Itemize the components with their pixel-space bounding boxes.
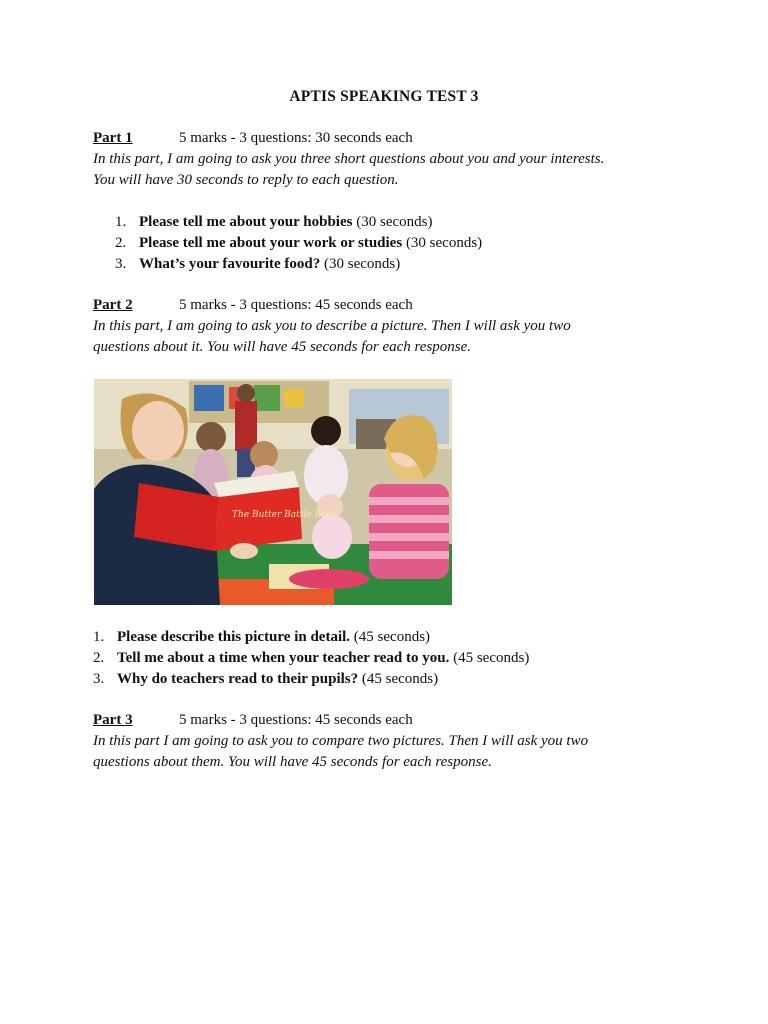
list-item	[115, 233, 482, 254]
part1-intro-line1: In this part, I am going to ask you three short questions about you and your interests.	[93, 151, 605, 167]
part3-intro-line2: questions about them. You will have 45 seconds for each response.	[93, 754, 492, 770]
classroom-reading-photo	[94, 379, 452, 605]
list-item	[115, 212, 482, 233]
question-time: (45 seconds)	[353, 629, 431, 645]
question-time: (30 seconds)	[405, 235, 483, 251]
part1-header	[93, 130, 413, 147]
list-item	[93, 648, 529, 669]
question-number: 3.	[93, 671, 105, 687]
part2-label: Part 2	[93, 297, 133, 313]
list-item	[93, 669, 529, 690]
list-item	[93, 627, 529, 648]
question-time: (45 seconds)	[453, 650, 530, 666]
part2-intro	[93, 316, 693, 358]
part3-intro	[93, 731, 693, 773]
part2-intro-line2: questions about it. You will have 45 seconds for each response.	[93, 339, 472, 355]
part2-intro-line1: In this part, I am going to ask you to describe a picture. Then I will ask you two	[93, 318, 571, 334]
list-item	[115, 254, 482, 275]
question-number: 2.	[93, 650, 105, 666]
book-title-text: The Butter Battle Book	[232, 510, 338, 520]
part2-question-list	[93, 627, 529, 690]
question-time: (30 seconds)	[324, 256, 401, 272]
part2-header	[93, 297, 413, 314]
question-time: (45 seconds)	[361, 671, 439, 687]
question-number: 1.	[115, 214, 127, 230]
part1-label: Part 1	[93, 130, 133, 146]
part3-intro-line1: In this part I am going to ask you to compare two pictures. Then I will ask you two	[93, 733, 589, 749]
part3-meta: 5 marks - 3 questions: 45 seconds each	[179, 712, 413, 728]
part1-intro	[93, 149, 693, 191]
part1-meta: 5 marks - 3 questions: 30 seconds each	[179, 130, 413, 146]
question-text: Please describe this picture in detail.	[117, 629, 351, 645]
part3-header	[93, 712, 413, 729]
question-number: 3.	[115, 256, 127, 272]
question-text: Please tell me about your hobbies	[139, 214, 353, 230]
question-time: (30 seconds)	[356, 214, 433, 230]
part2-meta: 5 marks - 3 questions: 45 seconds each	[179, 297, 413, 313]
question-text: Why do teachers read to their pupils?	[117, 671, 359, 687]
part1-intro-line2: You will have 30 seconds to reply to each question.	[93, 172, 399, 188]
question-number: 1.	[93, 629, 105, 645]
part1-question-list	[115, 212, 482, 275]
question-text: Tell me about a time when your teacher read to you.	[117, 650, 450, 666]
question-text: Please tell me about your work or studies	[139, 235, 403, 251]
document-title: APTIS SPEAKING TEST 3	[289, 88, 479, 105]
question-text: What’s your favourite food?	[139, 256, 321, 272]
part3-label: Part 3	[93, 712, 133, 728]
question-number: 2.	[115, 235, 127, 251]
